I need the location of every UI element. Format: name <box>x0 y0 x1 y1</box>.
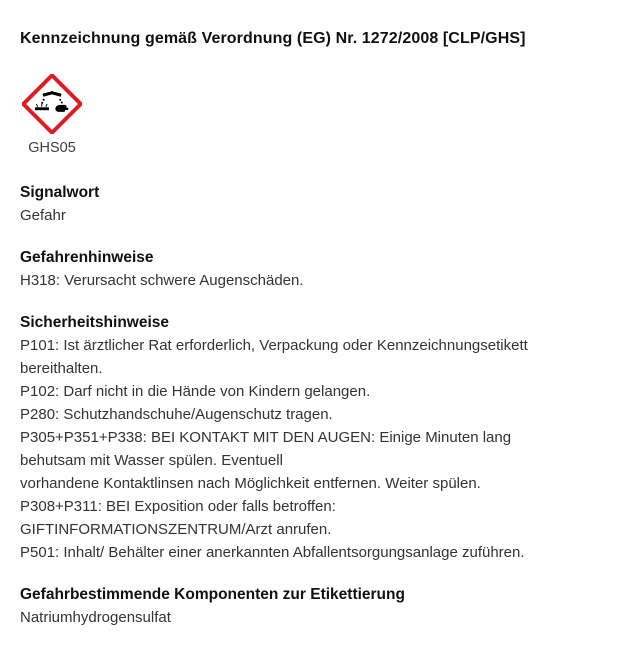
ghs-code-label: GHS05 <box>28 140 76 156</box>
ghs-pictogram-figure <box>20 74 84 157</box>
section-sicherheitshinweise <box>20 311 623 564</box>
ghs05-corrosion-icon <box>22 74 82 134</box>
signal-word-value: Gefahr <box>20 207 66 224</box>
precautionary-statement: vorhandene Kontaktlinsen nach Möglichkeit entfernen. Weiter spülen. <box>20 475 481 492</box>
precautionary-statement: P305+P351+P338: BEI KONTAKT MIT DEN AUGEN: Einige Minuten lang <box>20 429 512 446</box>
section-heading: Gefahrbestimmende Komponenten zur Etikettierung <box>20 586 405 603</box>
section-heading: Sicherheitshinweise <box>20 314 170 331</box>
precautionary-statement: P280: Schutzhandschuhe/Augenschutz tragen. <box>20 406 333 423</box>
precautionary-statement: P501: Inhalt/ Behälter einer anerkannten Abfallentsorgungsanlage zuführen. <box>20 544 525 561</box>
component-name: Natriumhydrogensulfat <box>20 609 171 626</box>
page-title: Kennzeichnung gemäß Verordnung (EG) Nr. 1272/2008 [CLP/GHS] <box>20 30 526 47</box>
precautionary-statement: P308+P311: BEI Exposition oder falls betroffen: <box>20 498 336 515</box>
precautionary-statement: GIFTINFORMATIONSZENTRUM/Arzt anrufen. <box>20 521 332 538</box>
hazard-statement: H318: Verursacht schwere Augenschäden. <box>20 272 304 289</box>
precautionary-statement: behutsam mit Wasser spülen. Eventuell <box>20 452 283 469</box>
precautionary-statement: bereithalten. <box>20 360 103 377</box>
section-heading: Gefahrenhinweise <box>20 249 154 266</box>
section-heading: Signalwort <box>20 184 100 201</box>
section-signalwort <box>20 181 623 227</box>
precautionary-statement: P102: Darf nicht in die Hände von Kindern gelangen. <box>20 383 371 400</box>
section-gefahrenhinweise <box>20 246 623 292</box>
section-komponenten <box>20 583 623 629</box>
precautionary-statement: P101: Ist ärztlicher Rat erforderlich, Verpackung oder Kennzeichnungsetikett <box>20 337 528 354</box>
